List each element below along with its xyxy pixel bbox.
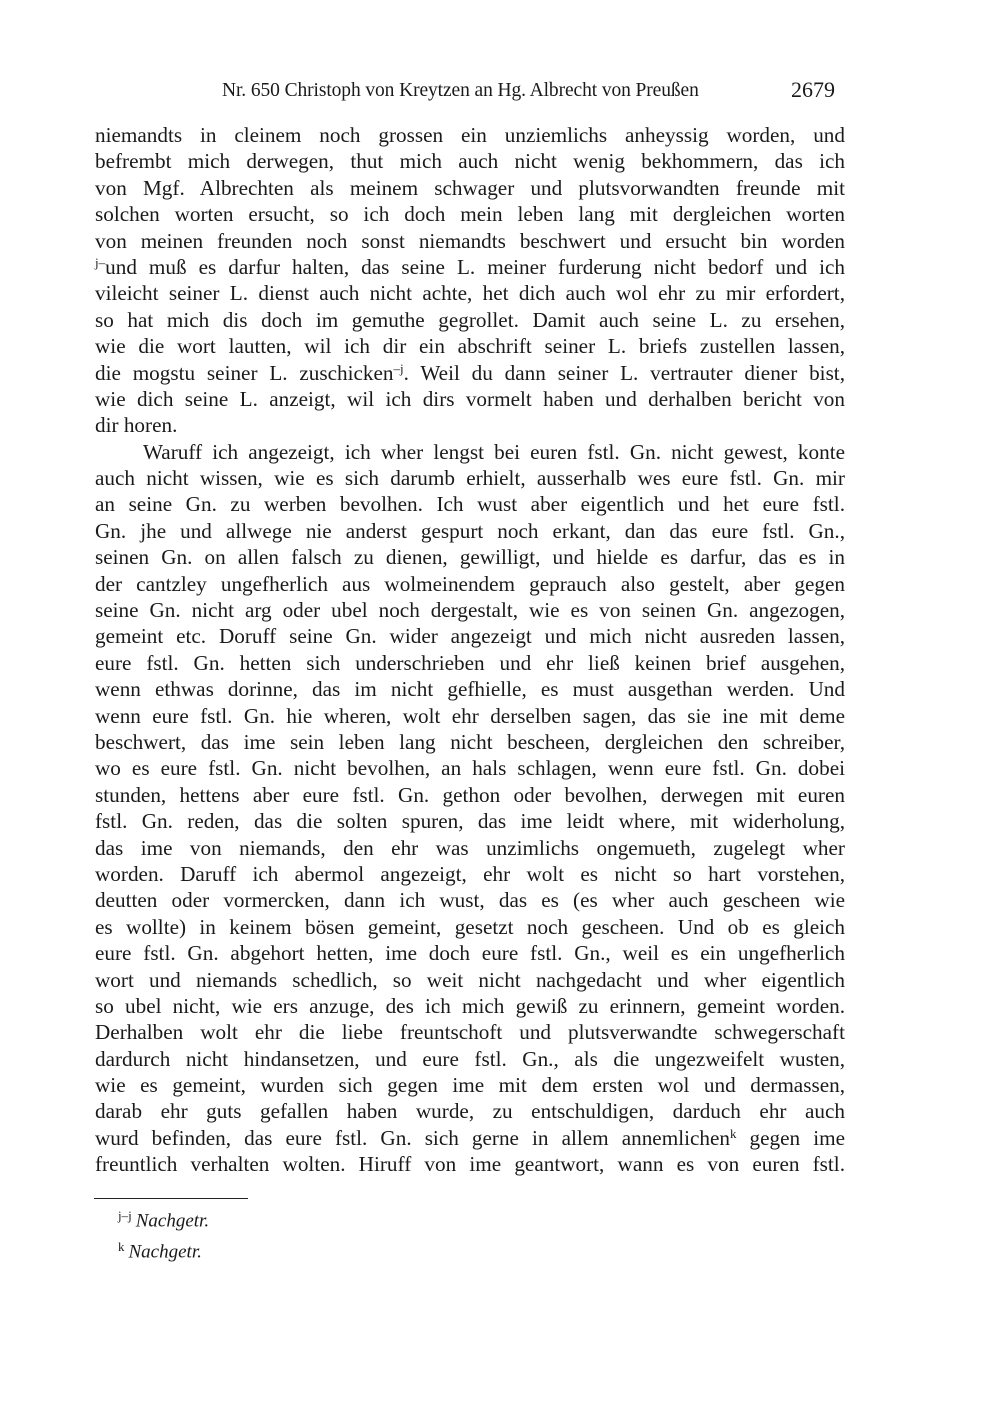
letter-body [95, 122, 845, 1178]
text-line: beschwert, das ime sein leben lang nicht bescheen, dergleichen den schreiber, [95, 729, 845, 754]
text-line: freuntlich verhalten wolten. Hiruff von ime geantwort, wann es von euren fstl. [95, 1152, 845, 1177]
text-line: eure fstl. Gn. hetten sich underschrieben und ehr ließ keinen brief ausgehen, [95, 650, 845, 675]
text-line: eure fstl. Gn. abgehort hetten, ime doch eure fstl. Gn., weil es ein ungefherlich [95, 941, 845, 966]
footnote-mark: k [118, 1238, 125, 1254]
text-line: $^{j-}$und muß es darfur halten, das seine L. meiner furderung nicht bedorf und ich [95, 254, 845, 279]
footnote-marker-k: k [729, 1125, 737, 1141]
footnote [118, 1203, 209, 1234]
text-line: das ime von niemands, den ehr was unzimlichs ongemueth, zugelegt wher [95, 835, 845, 860]
text-line: wenn ethwas dorinne, das im nicht gefhielle, es must ausgethan werden. Und [95, 677, 845, 702]
text-line: wurd befinden, das eure fstl. Gn. sich gerne in allem annemlichen$^k$ gegen ime [95, 1125, 845, 1150]
footnote [118, 1234, 209, 1265]
text-line: wort und niemands schedlich, so weit nicht nachgedacht und wher eigentlich [95, 967, 845, 992]
text-line: deutten oder vormercken, dann ich wust, das es (es wher auch gescheen wie [95, 888, 845, 913]
text-line: an seine Gn. zu werben bevolhen. Ich wust aber eigentlich und het eure fstl. [95, 492, 845, 517]
text-line: solchen worten ersucht, so ich doch mein leben lang mit dergleichen worten [95, 202, 845, 227]
footnote-text: Nachgetr. [135, 1210, 210, 1232]
text-line: fstl. Gn. reden, das die solten spuren, das ime leidt where, mit widerholung, [95, 809, 845, 834]
text-line: wie die wort lautten, wil ich dir ein abschrift seiner L. briefs zustellen lassen, [95, 334, 845, 359]
text-line: von Mgf. Albrechten als meinem schwager und plutsvorwandten freunde mit [95, 175, 845, 200]
running-title: Nr. 650 Christoph von Kreytzen an Hg. Albrecht von Preußen [222, 80, 699, 101]
footnotes [118, 1203, 209, 1264]
text-line: wenn eure fstl. Gn. hie wheren, wolt ehr derselben sagen, das sie ine mit deme [95, 703, 845, 728]
text-line: Derhalben wolt ehr die liebe freuntschoft und plutsverwandte schwegerschaft [95, 1020, 845, 1045]
text-line: befrembt mich derwegen, thut mich auch nicht wenig bekhommern, das ich [95, 149, 845, 174]
text-line: die mogstu seiner L. zuschicken$^{-j}$. Weil du dann seiner L. vertrauter diener bist, [95, 360, 845, 385]
text-line: gemeint etc. Doruff seine Gn. wider angezeigt und mich nicht ausreden lassen, [95, 624, 845, 649]
text-line: wo es eure fstl. Gn. nicht bevolhen, an hals schlagen, wenn eure fstl. Gn. dobei [95, 756, 845, 781]
text-line: vileicht seiner L. dienst auch nicht achte, het dich auch wol ehr zu mir erfordert, [95, 281, 845, 306]
footnote-mark: j–j [118, 1208, 132, 1223]
text-line: auch nicht wissen, wie es sich darumb erhielt, ausserhalb wes eure fstl. Gn. mir [95, 466, 845, 491]
text-line: wie dich seine L. anzeigt, wil ich dirs vormelt haben und derhalben bericht von [95, 386, 845, 411]
text-line: der cantzley ungefherlich aus wolmeinendem geprauch also gestelt, aber gegen [95, 571, 845, 596]
text-line: seine Gn. nicht arg oder ubel noch dergestalt, wie es von seinen Gn. angezogen, [95, 598, 845, 623]
text-line: von meinen freunden noch sonst niemandts beschwert und ersucht bin worden [95, 228, 845, 253]
page-number: 2679 [791, 77, 835, 102]
text-line: worden. Daruff ich abermol angezeigt, ehr wolt es nicht so hart vorstehen, [95, 861, 845, 886]
footnote-separator [94, 1198, 248, 1199]
text-line: Gn. jhe und allwege nie anderst gespurt noch erkant, dan das eure fstl. Gn., [95, 518, 845, 543]
footnote-marker-j-close: –j [393, 360, 404, 376]
text-line: wie es gemeint, wurden sich gegen ime mit dem ersten wol und dermassen, [95, 1073, 845, 1098]
footnote-text: Nachgetr. [128, 1241, 202, 1262]
text-line: stunden, hettens aber eure fstl. Gn. gethon oder bevolhen, derwegen mit euren [95, 782, 845, 807]
text-line: niemandts in cleinem noch grossen ein unziemlichs anheyssig worden, und [95, 123, 845, 147]
text-line: dardurch nicht hindansetzen, und eure fstl. Gn., als die ungezweifelt wusten, [95, 1046, 845, 1071]
paragraph-start-line: Waruff ich angezeigt, ich wher lengst bei euren fstl. Gn. nicht gewest, konte [143, 439, 845, 464]
text-line: es wollte) in keinem bösen gemeint, gesetzt noch gescheen. Und ob es gleich [95, 914, 845, 939]
text-line: seinen Gn. on allen falsch zu dienen, gewilligt, und hielde es darfur, das es in [95, 545, 845, 570]
text-line: darab ehr guts gefallen haben wurde, zu entschuldigen, darduch ehr auch [95, 1099, 845, 1124]
text-line: so ubel nicht, wie ers anzuge, des ich mich gewiß zu erinnern, gemeint worden. [95, 993, 845, 1018]
text-line: so hat mich dis doch im gemuthe gegrollet. Damit auch seine L. zu ersehen, [95, 307, 845, 332]
footnote-marker-j-open: j– [95, 254, 106, 270]
text-line: dir horen. [95, 413, 178, 438]
